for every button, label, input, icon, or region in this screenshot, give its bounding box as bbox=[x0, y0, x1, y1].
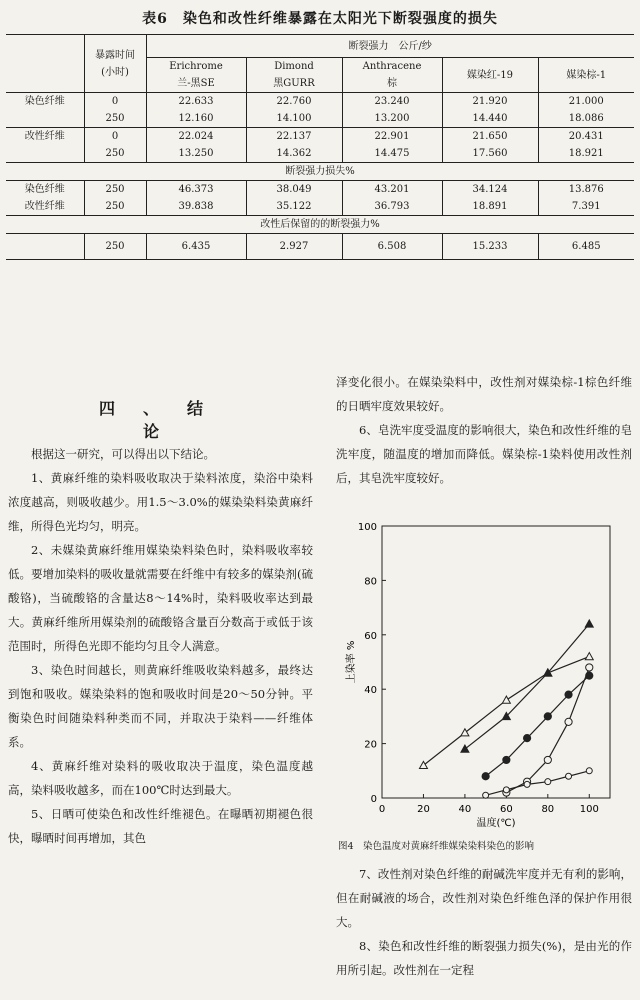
cell: 18.086 bbox=[538, 110, 634, 128]
dye-2-line2: 棕 bbox=[342, 75, 442, 93]
cell: 14.475 bbox=[342, 145, 442, 163]
cell: 13.200 bbox=[342, 110, 442, 128]
row-label: 染色纤维 bbox=[6, 93, 84, 111]
cell: 22.901 bbox=[342, 128, 442, 146]
row-label: 改性纤维 bbox=[24, 131, 65, 142]
x-tick-label: 0 bbox=[378, 804, 386, 815]
section-heading: 四、结 论 bbox=[98, 399, 276, 441]
data-point bbox=[585, 653, 593, 660]
data-point bbox=[483, 792, 489, 798]
cell: 7.391 bbox=[538, 198, 634, 216]
dye-1-line2: 黑GURR bbox=[246, 75, 342, 93]
dye-4-line1: 媒染棕-1 bbox=[538, 58, 634, 93]
paragraph: 2、未媒染黄麻纤维用媒染染料染色时，染料吸收率较低。要增加染料的吸收量就需要在纤维中有较多的媒染剂(硫酸铬)，当硫酸铬的含量达8～14%时，染料吸收率达到最大。黄麻纤维所用媒染剂的硫酸铬含量百分数高于或低于该范围时，所得色光即不能均匀且令人满意。 bbox=[8, 543, 313, 653]
x-axis-label: 温度(℃) bbox=[476, 818, 516, 829]
paragraph: 根据这一研究，可以得出以下结论。 bbox=[31, 447, 215, 461]
row-label bbox=[6, 145, 84, 163]
cell: 38.049 bbox=[246, 181, 342, 199]
header-exposure-label: 暴露时间 bbox=[95, 49, 135, 61]
row-label: 改性纤维 bbox=[6, 198, 84, 216]
data-point bbox=[545, 779, 551, 785]
line-chart bbox=[340, 520, 632, 830]
cell: 15.233 bbox=[442, 234, 538, 260]
right-column-top bbox=[336, 370, 632, 490]
header-exposure bbox=[84, 35, 146, 93]
row-time: 250 bbox=[84, 110, 146, 128]
data-point bbox=[586, 664, 593, 671]
row-time: 250 bbox=[84, 198, 146, 216]
row-label bbox=[6, 234, 84, 260]
cell: 14.100 bbox=[246, 110, 342, 128]
cell: 36.793 bbox=[342, 198, 442, 216]
row-label: 染色纤维 bbox=[24, 184, 65, 195]
cell: 13.876 bbox=[538, 181, 634, 199]
row-time: 0 bbox=[84, 128, 146, 146]
cell: 6.435 bbox=[146, 234, 246, 260]
cell: 23.240 bbox=[342, 93, 442, 111]
paragraph: 8、染色和改性纤维的断裂强力损失(%)，是由光的作用所引起。改性剂在一定程 bbox=[336, 939, 632, 977]
data-point bbox=[482, 773, 489, 780]
data-point bbox=[565, 691, 572, 698]
row-label bbox=[6, 110, 84, 128]
series-line-4 bbox=[486, 771, 590, 795]
header-exposure-unit: (小时) bbox=[101, 66, 129, 78]
cell: 22.633 bbox=[146, 93, 246, 111]
data-point bbox=[544, 713, 551, 720]
cell: 22.024 bbox=[146, 128, 246, 146]
y-tick-label: 20 bbox=[364, 739, 377, 751]
cell: 21.000 bbox=[538, 93, 634, 111]
y-tick-label: 80 bbox=[364, 576, 377, 588]
cell: 18.891 bbox=[442, 198, 538, 216]
cell: 18.921 bbox=[538, 145, 634, 163]
left-column bbox=[8, 442, 313, 850]
dye-1-line1: Dimond bbox=[246, 58, 342, 76]
figure bbox=[340, 520, 632, 860]
paragraph: 4、黄麻纤维对染料的吸收取决于温度，染色温度越高，染料吸收越多，而在100℃时达到最大。 bbox=[8, 759, 313, 797]
data-point bbox=[544, 756, 551, 763]
cell: 14.362 bbox=[246, 145, 342, 163]
header-strength: 断裂强力 公斤/纱 bbox=[146, 35, 634, 58]
y-axis-label: 上染率 % bbox=[346, 640, 357, 684]
cell: 39.838 bbox=[146, 198, 246, 216]
data-point bbox=[502, 696, 510, 703]
cell: 2.927 bbox=[246, 234, 342, 260]
y-tick-label: 40 bbox=[364, 685, 377, 697]
data-point bbox=[503, 787, 509, 793]
table-caption: 表6 染色和改性纤维暴露在太阳光下断裂强度的损失 bbox=[142, 11, 498, 27]
series-line-0 bbox=[423, 657, 589, 766]
cell: 6.508 bbox=[342, 234, 442, 260]
dye-3-line1: 媒染红-19 bbox=[442, 58, 538, 93]
dye-0-line1: Erichrome bbox=[146, 58, 246, 76]
paragraph: 6、皂洗牢度受温度的影响很大，染色和改性纤维的皂洗牢度，随温度的增加而降低。媒染棕-1染料使用改性剂后，其皂洗牢度较好。 bbox=[336, 423, 632, 485]
dye-2-line1: Anthracene bbox=[342, 58, 442, 76]
data-point bbox=[566, 773, 572, 779]
x-tick-label: 100 bbox=[579, 804, 599, 815]
right-column-bottom bbox=[336, 862, 632, 982]
cell: 22.137 bbox=[246, 128, 342, 146]
paragraph: 3、染色时间越长，则黄麻纤维吸收染料越多，最终达到饱和吸收。媒染染料的饱和吸收时间是20～50分钟。平衡染色时间随染料种类而不同，并取决于染料——纤维体系。 bbox=[8, 663, 313, 749]
row-time: 0 bbox=[84, 93, 146, 111]
x-tick-label: 20 bbox=[417, 804, 430, 815]
section2-title: 断裂强力损失% bbox=[6, 163, 634, 181]
cell: 12.160 bbox=[146, 110, 246, 128]
data-point bbox=[585, 620, 593, 627]
section3-title: 改性后保留的的断裂强力% bbox=[6, 216, 634, 234]
data-point bbox=[586, 768, 592, 774]
paragraph: 泽变化很小。在媒染染料中，改性剂对媒染棕-1棕色纤维的日晒牢度效果较好。 bbox=[336, 375, 632, 413]
cell: 21.650 bbox=[442, 128, 538, 146]
y-tick-label: 0 bbox=[370, 794, 377, 805]
data-table bbox=[6, 34, 634, 260]
cell: 14.440 bbox=[442, 110, 538, 128]
x-tick-label: 60 bbox=[499, 804, 513, 815]
cell: 21.920 bbox=[442, 93, 538, 111]
cell: 35.122 bbox=[246, 198, 342, 216]
cell: 34.124 bbox=[442, 181, 538, 199]
row-time: 250 bbox=[84, 234, 146, 260]
series-line-2 bbox=[486, 676, 590, 777]
x-tick-label: 80 bbox=[541, 804, 555, 815]
data-point bbox=[523, 735, 530, 742]
data-point bbox=[503, 756, 510, 763]
cell: 43.201 bbox=[342, 181, 442, 199]
cell: 20.431 bbox=[538, 128, 634, 146]
figure-caption: 图4 染色温度对黄麻纤维媒染染料染色的影响 bbox=[338, 841, 535, 852]
y-tick-label: 100 bbox=[357, 522, 377, 533]
x-tick-label: 40 bbox=[458, 804, 472, 815]
row-time: 250 bbox=[84, 181, 146, 199]
paragraph: 7、改性剂对染色纤维的耐碱洗牢度并无有利的影响，但在耐碱液的场合，改性剂对染色纤维色泽的保护作用很大。 bbox=[336, 867, 632, 929]
cell: 17.560 bbox=[442, 145, 538, 163]
cell: 13.250 bbox=[146, 145, 246, 163]
paragraph: 1、黄麻纤维的染料吸收取决于染料浓度，染浴中染料浓度越高，则吸收越少。用1.5～3.0%的媒染染料染黄麻纤维，所得色光均匀，明亮。 bbox=[8, 471, 313, 533]
y-tick-label: 60 bbox=[364, 630, 377, 642]
cell: 6.485 bbox=[538, 234, 634, 260]
dye-0-line2: 兰-黑SE bbox=[146, 75, 246, 93]
header-empty bbox=[6, 35, 84, 93]
row-time: 250 bbox=[84, 145, 146, 163]
cell: 22.760 bbox=[246, 93, 342, 111]
data-point bbox=[524, 781, 530, 787]
paragraph: 5、日晒可使染色和改性纤维褪色。在曝晒初期褪色很快，曝晒时间再增加，其色 bbox=[8, 807, 313, 845]
data-point bbox=[565, 718, 572, 725]
cell: 46.373 bbox=[146, 181, 246, 199]
